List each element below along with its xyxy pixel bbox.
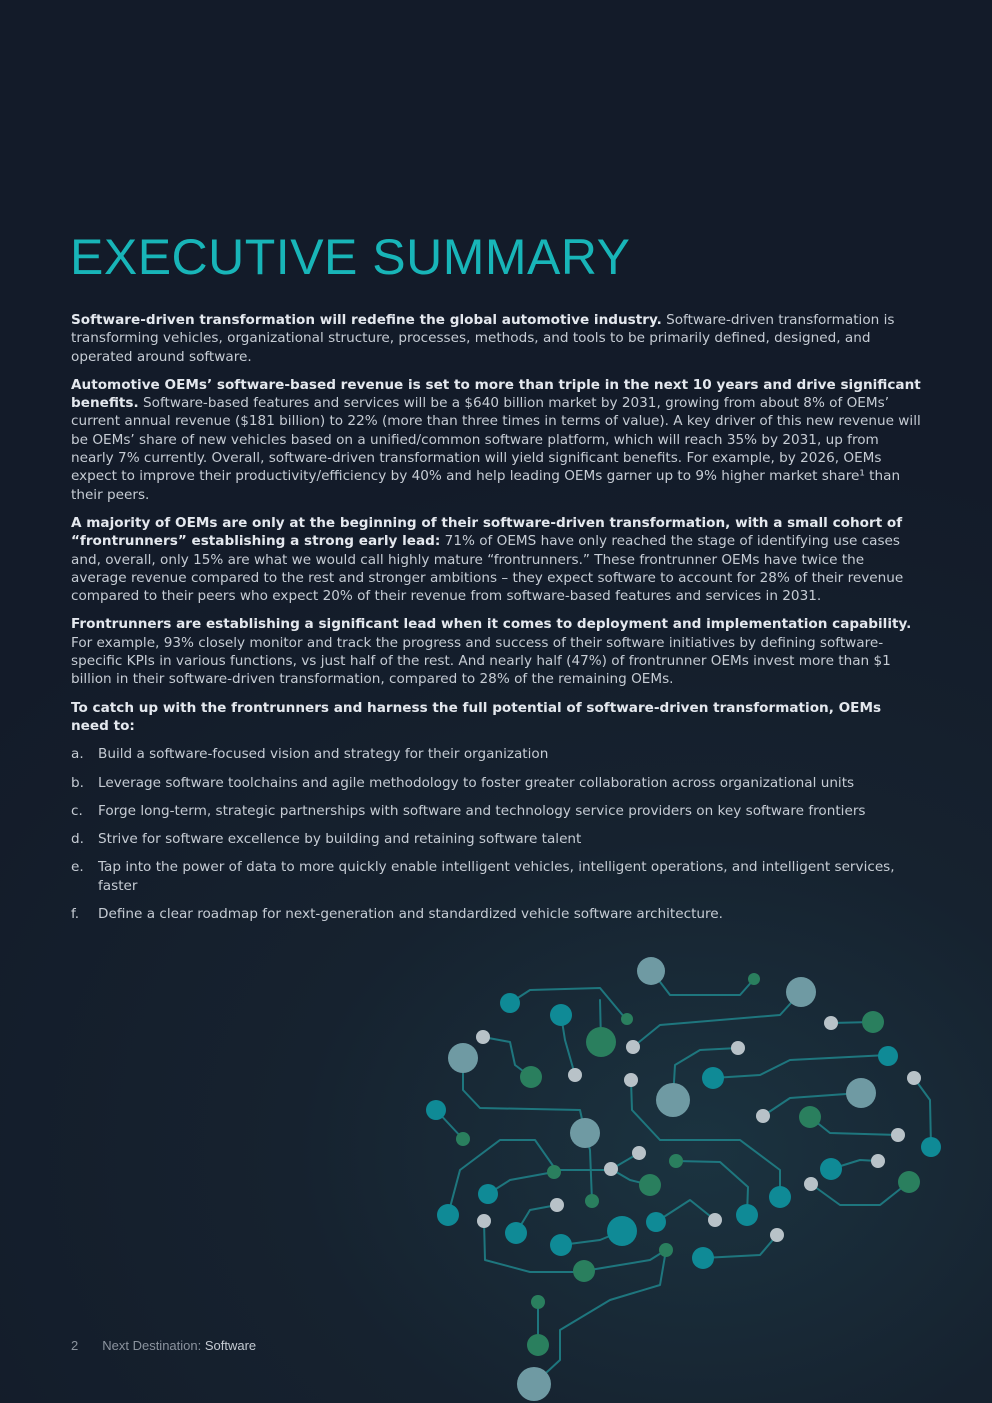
list-letter: a. [71, 746, 84, 763]
summary-paragraph-2 [71, 376, 921, 504]
page-number: 2 [71, 1338, 79, 1353]
list-item-text: Forge long-term, strategic partnerships with software and technology service providers on key software frontiers [98, 802, 866, 819]
paragraph-heading: Frontrunners are establishing a significant lead when it comes to deployment and implementation capability. [71, 616, 912, 633]
list-item-text: Define a clear roadmap for next-generation and standardized vehicle software architecture. [98, 906, 723, 923]
publication-name: Next Destination: [102, 1338, 205, 1353]
publication-name-strong: Software [204, 1338, 257, 1353]
paragraph-text: For example, 93% closely monitor and track the progress and success of their software initiatives by defining software-specific KPIs in various functions, vs just half of the rest. And nearly half (47%) of frontrunner OEMs invest more than $1 billion in their software-driven transformation, compared to 28% of the remaining OEMs. [71, 634, 891, 688]
list-item [71, 905, 921, 923]
summary-paragraph-3 [71, 514, 921, 605]
paragraph-heading: Software-driven transformation will redefine the global automotive industry. [71, 312, 662, 328]
paragraph-heading: Automotive OEMs’ software-based revenue is set to more than triple in the next 10 years and drive significant benefits. [71, 376, 921, 412]
list-item-text: Tap into the power of data to more quickly enable intelligent vehicles, intelligent operations, and intelligent services, faster [98, 859, 895, 894]
summary-paragraph-4 [71, 615, 921, 688]
paragraph-heading: A majority of OEMs are only at the beginning of their software-driven transformation, with a small cohort of “frontrunners” establishing a strong early lead: [71, 514, 903, 550]
list-item-text: Leverage software toolchains and agile methodology to foster greater collaboration across organizational units [98, 774, 855, 791]
recommendations-list [71, 745, 921, 923]
summary-paragraph-1 [71, 311, 921, 366]
page-title: EXECUTIVE SUMMARY [70, 229, 631, 285]
list-item [71, 802, 921, 820]
list-letter: d. [71, 831, 84, 848]
circuit-brain-icon [410, 940, 960, 1403]
list-letter: c. [71, 802, 83, 819]
recommendations-lead: To catch up with the frontrunners and harness the full potential of software-driven transformation, OEMs need to: [71, 699, 882, 734]
list-letter: e. [71, 859, 84, 876]
list-letter: b. [71, 774, 84, 791]
list-item-text: Strive for software excellence by building and retaining software talent [98, 831, 582, 848]
paragraph-text: 71% of OEMS have only reached the stage of identifying use cases and, overall, only 15% are what we would call highly mature “frontrunners.” These frontrunner OEMs have twice the average revenue compared to the rest and stronger ambitions – they expect software to account for 28% of their revenue compared to their peers who expect 20% of their revenue from software-based features and services in 2031. [71, 533, 904, 605]
executive-summary-body [71, 311, 921, 933]
paragraph-text: Software-driven transformation is transforming vehicles, organizational structure, processes, methods, and tools to be primarily defined, designed, and operated around software. [71, 312, 895, 365]
list-letter: f. [71, 906, 80, 923]
list-item [71, 774, 921, 792]
page-footer [71, 1338, 256, 1353]
paragraph-text: Software-based features and services will be a $640 billion market by 2031, growing from about 8% of OEMs’ current annual revenue ($181 billion) to 22% (more than three times in terms of value). A key driver of this new revenue will be OEMs’ share of new vehicles based on a unified/common software platform, which will reach 35% by 2031, up from nearly 7% currently. Overall, software-driven transformation will yield significant benefits. For example, by 2026, OEMs expect to improve their productivity/efficiency by 40% and help leading OEMs garner up to 9% higher market share¹ than their peers. [71, 395, 921, 503]
list-item [71, 745, 921, 763]
list-item-text: Build a software-focused vision and strategy for their organization [98, 746, 549, 763]
list-item [71, 830, 921, 848]
list-item [71, 858, 921, 895]
